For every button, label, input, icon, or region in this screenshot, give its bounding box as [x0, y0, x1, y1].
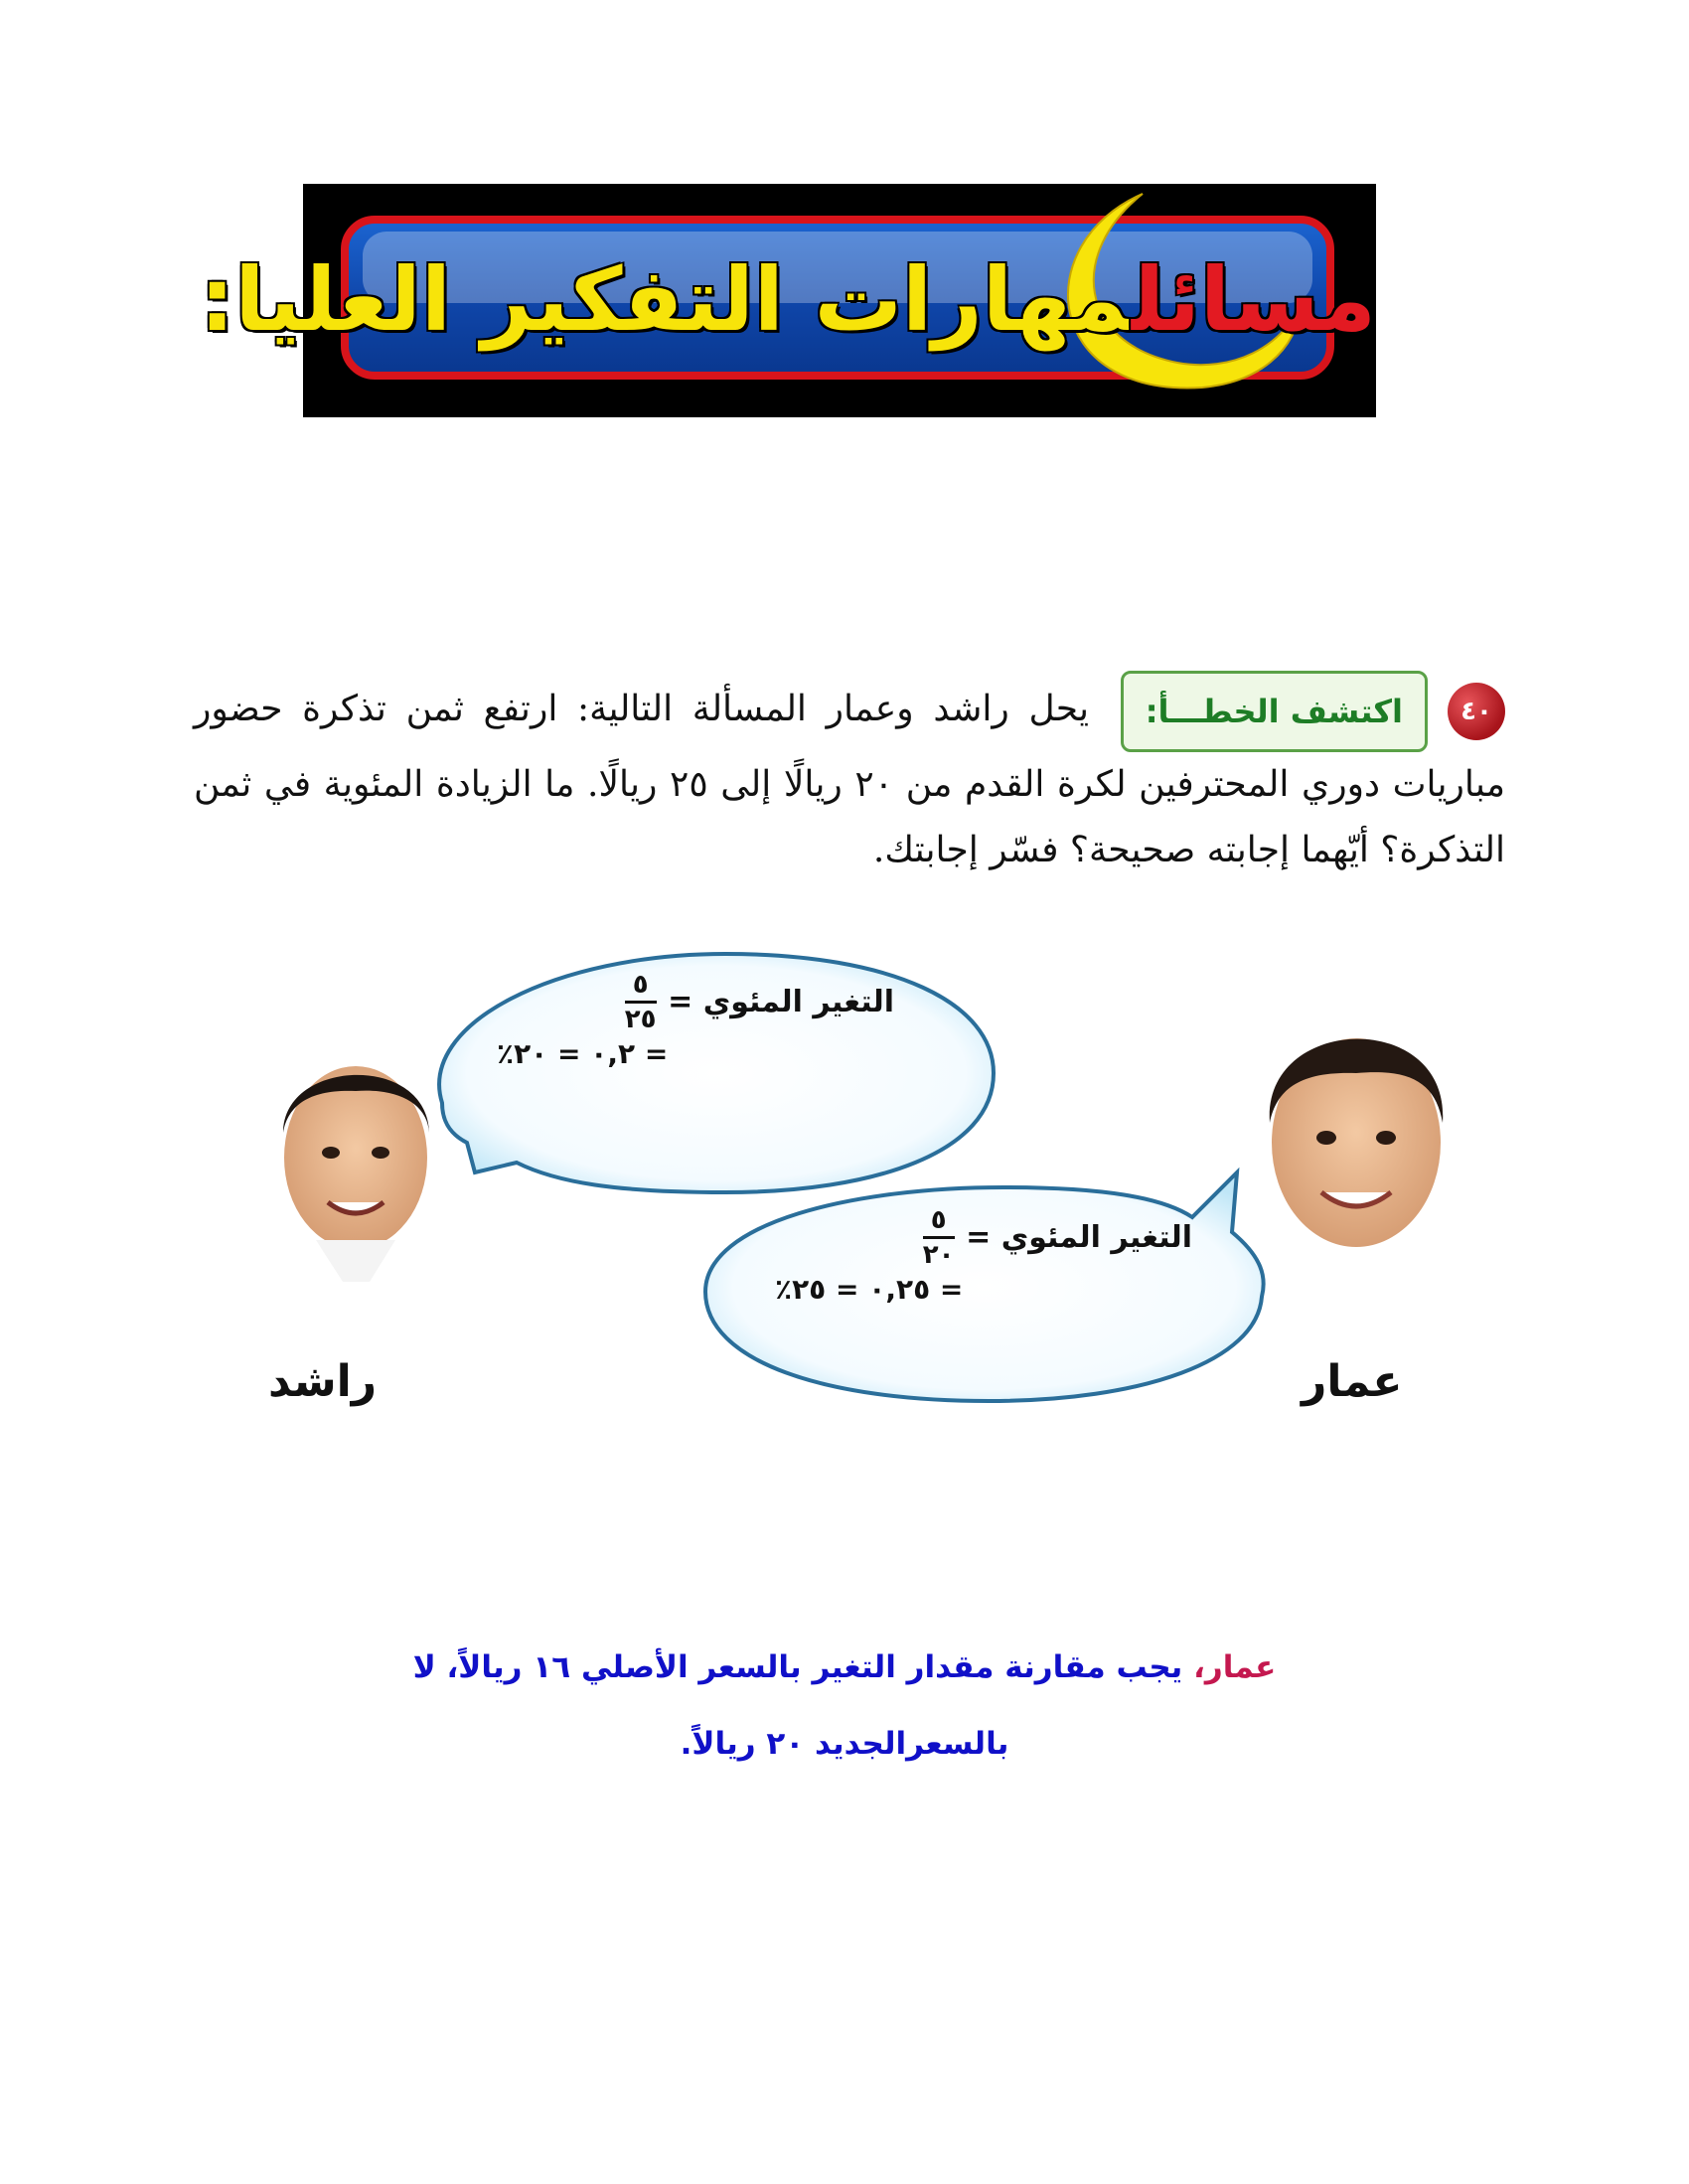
ammar-face	[1270, 1038, 1443, 1247]
rashid-face	[283, 1066, 429, 1282]
answer-line2: بالسعرالجديد ٢٠ ريالاً.	[680, 1726, 1009, 1762]
rashid-denominator: ٢٥	[624, 1005, 657, 1034]
ammar-fraction	[923, 1204, 955, 1271]
rashid-formula-line2: = ٠,٢ = ٢٠٪	[497, 1037, 669, 1070]
find-error-colon: :	[1145, 693, 1158, 730]
ammar-name: عمار	[1302, 1356, 1403, 1407]
ammar-numerator: ٥	[923, 1204, 955, 1239]
answer-line1	[298, 1630, 1391, 1706]
ammar-denominator: ٢٠	[922, 1240, 955, 1270]
ammar-formula-line2: = ٠,٢٥ = ٢٥٪	[775, 1273, 964, 1306]
rashid-formula-label: التغير المئوي =	[668, 985, 894, 1019]
answer-text	[298, 1630, 1391, 1783]
problem-number-badge: ٤٠	[1448, 683, 1505, 740]
rashid-fraction	[625, 969, 657, 1035]
rashid-bubble-content	[497, 969, 894, 1070]
find-error-text: اكتشف الخطـــأ	[1157, 693, 1403, 730]
rashid-name: راشد	[268, 1356, 378, 1407]
title-yellow-part: مهارات التفكير العليا:	[200, 248, 1132, 351]
answer-line1-text: يجب مقارنة مقدار التغير بالسعر الأصلي ١٦ ريالاً، لا	[412, 1649, 1194, 1685]
answer-correct-student: عمار،	[1193, 1649, 1277, 1685]
title-red-part: مسائل	[1131, 248, 1376, 351]
rashid-numerator: ٥	[625, 969, 657, 1004]
problem-text: يحل راشد وعمار المسألة التالية: ارتفع ثمن تذكرة حضور مباريات دوري المحترفين لكرة القدم من ٢٠ ريالًا إلى ٢٥ ريالًا. ما الزيادة المئوية في ثمن التذكرة؟ أيّهما إجابته صحيحة؟ فسّر إجابتك.	[194, 689, 1505, 870]
rashid-formula-line1	[497, 969, 894, 1035]
ammar-bubble-content	[775, 1204, 1192, 1306]
ammar-formula-line1	[775, 1204, 1192, 1271]
ammar-formula-label: التغير المئوي =	[966, 1220, 1192, 1255]
